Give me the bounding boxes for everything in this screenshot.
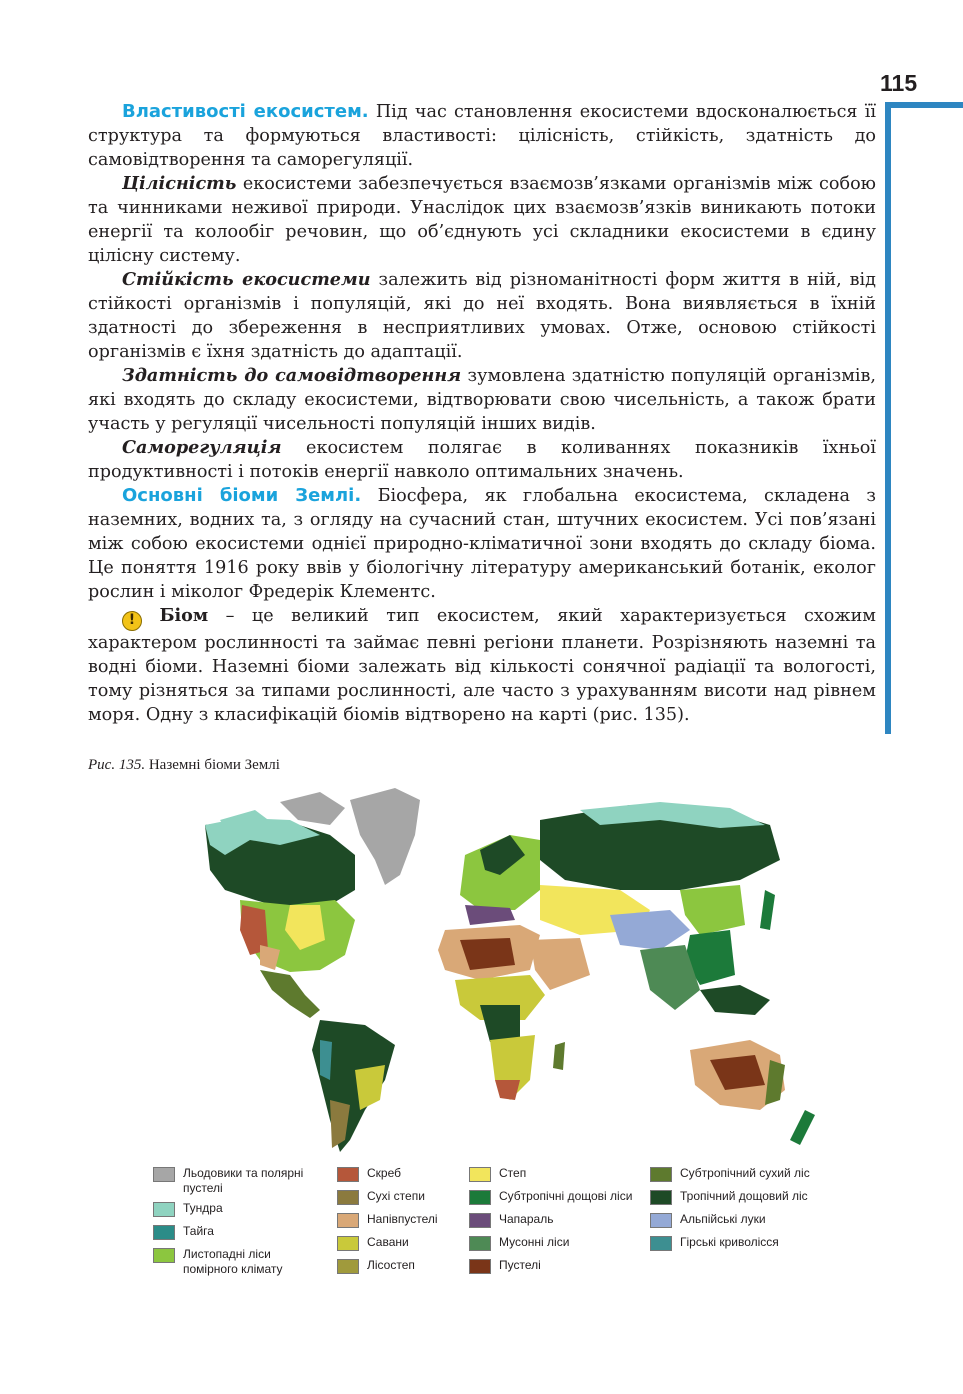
paragraph-text: Під час становлення екосистеми вдосконалюється її структура та формуються властивості: цілісність, стійкість, здатність до самовідтворення та саморегуляції.	[88, 102, 876, 170]
legend-item	[153, 1166, 328, 1196]
term-self-reproduction: Здатність до самовідтворення	[122, 365, 462, 386]
legend-column	[153, 1166, 328, 1282]
paragraph-text: залежить від різноманітності форм життя в ній, від стійкості організмів і популяцій, які до неї входять. Вона виявляється в їхній здатності до збереження в несприятливих умовах. Отже, основою стійкості організмів є їхня здатність до адаптації.	[88, 270, 877, 362]
legend-label: Мусонні ліси	[499, 1235, 570, 1249]
legend-item	[650, 1189, 830, 1207]
figure-caption	[88, 757, 280, 774]
legend-label: Сухі степи	[367, 1189, 425, 1203]
legend-swatch	[153, 1225, 175, 1240]
legend-label: Пустелі	[499, 1258, 541, 1272]
legend-column	[337, 1166, 477, 1281]
legend-swatch	[153, 1167, 175, 1182]
legend-swatch	[337, 1167, 359, 1182]
legend-label: Субтропічний сухий ліс	[680, 1166, 810, 1180]
legend-column	[469, 1166, 654, 1281]
legend-swatch	[650, 1236, 672, 1251]
legend-label: Чапараль	[499, 1212, 554, 1226]
legend-item	[650, 1166, 830, 1184]
legend-label: Лісостеп	[367, 1258, 415, 1272]
legend-item	[337, 1258, 477, 1276]
legend-column	[650, 1166, 830, 1258]
legend-swatch	[650, 1190, 672, 1205]
legend-label: Альпійські луки	[680, 1212, 766, 1226]
legend-label: Гірські криволісся	[680, 1235, 779, 1249]
page-edge-bar	[885, 102, 963, 108]
legend-swatch	[469, 1167, 491, 1182]
world-biomes-map	[180, 780, 820, 1160]
paragraph-text: екосистем полягає в коливаннях показників їхньої продуктивності і потоків енергії навколо оптимальних значень.	[88, 438, 876, 482]
legend-item	[469, 1258, 654, 1276]
body-text	[88, 100, 876, 727]
legend-label: Степ	[499, 1166, 527, 1180]
paragraph-integrity	[88, 172, 876, 268]
legend-item	[153, 1247, 328, 1277]
legend-item	[337, 1189, 477, 1207]
paragraph-text: екосистеми забезпечується взаємозв’язками організмів між собою та чинниками неживої природи. Унаслідок цих взаємозв’язків виникають потоки енергії та колообіг речовин, що об’єднують усі складники екосистеми в єдину цілісну систему.	[88, 174, 876, 266]
world-map-illustration	[180, 780, 820, 1160]
paragraph-biome-definition	[88, 604, 876, 727]
page-edge-bar-vertical	[885, 102, 891, 734]
legend-label: Скреб	[367, 1166, 402, 1180]
page-number: 115	[880, 70, 918, 96]
paragraph-properties	[88, 100, 876, 172]
legend-item	[650, 1235, 830, 1253]
legend-swatch	[469, 1236, 491, 1251]
legend-swatch	[337, 1190, 359, 1205]
attention-icon: !	[122, 611, 142, 631]
section-heading-biomes: Основні біоми Землі.	[122, 485, 362, 506]
legend-item	[153, 1224, 328, 1242]
term-biome: Біом	[159, 605, 209, 626]
legend-swatch	[469, 1259, 491, 1274]
legend-swatch	[469, 1190, 491, 1205]
legend-item	[469, 1166, 654, 1184]
legend-label: Льодовики та полярні пустелі	[183, 1166, 304, 1195]
legend-item	[337, 1166, 477, 1184]
legend-swatch	[650, 1213, 672, 1228]
legend-swatch	[650, 1167, 672, 1182]
legend-label: Напівпустелі	[367, 1212, 438, 1226]
legend-item	[469, 1235, 654, 1253]
legend-swatch	[153, 1248, 175, 1263]
legend-item	[650, 1212, 830, 1230]
paragraph-biomes	[88, 484, 876, 604]
legend-label: Тайга	[183, 1224, 214, 1238]
paragraph-text: зумовлена здатністю популяцій організмів, які входять до складу екосистеми, відтворювати свою чисельність, а також брати участь у регуляції чисельності популяцій інших видів.	[88, 366, 877, 434]
legend-swatch	[469, 1213, 491, 1228]
legend-label: Тундра	[183, 1201, 223, 1215]
term-stability: Стійкість екосистеми	[122, 269, 371, 290]
legend-swatch	[337, 1236, 359, 1251]
paragraph-self-regulation	[88, 436, 876, 484]
legend-swatch	[337, 1213, 359, 1228]
paragraph-text: – це великий тип екосистем, який характеризується схожим характером рослинності та займає певні регіони планети. Розрізняють наземні та водні біоми. Наземні біоми залежать від кількості сонячної радіації та вологості, тому різняться за типами рослинності, але часто з урахуванням висоти над рівнем моря. Одну з класифікацій біомів відтворено на карті (рис. 135).	[88, 606, 876, 725]
legend-item	[153, 1201, 328, 1219]
paragraph-self-reproduction	[88, 364, 876, 436]
legend-label: Савани	[367, 1235, 409, 1249]
legend-item	[469, 1189, 654, 1207]
section-heading-properties: Властивості екосистем.	[122, 101, 369, 122]
term-integrity: Цілісність	[122, 173, 237, 194]
term-self-regulation: Саморегуляція	[122, 437, 282, 458]
paragraph-text: Біосфера, як глобальна екосистема, складена з наземних, водних та, з огляду на сучасний стан, штучних екосистем. Усі пов’язані між собою екосистеми однієї природно-кліматичної зони входять до складу біома. Це поняття 1916 року ввів у біологічну літературу американський ботанік, еколог рослин і міколог Фредерік Клементс.	[88, 486, 877, 602]
legend-item	[337, 1235, 477, 1253]
figure-title: Наземні біоми Землі	[148, 757, 280, 773]
paragraph-stability	[88, 268, 876, 364]
legend-label: Субтропічні дощові ліси	[499, 1189, 633, 1203]
legend-swatch	[153, 1202, 175, 1217]
legend-label: Листопадні ліси помірного клімату	[183, 1247, 283, 1276]
legend-item	[337, 1212, 477, 1230]
legend-label: Тропічний дощовий ліс	[680, 1189, 808, 1203]
legend-item	[469, 1212, 654, 1230]
legend-swatch	[337, 1259, 359, 1274]
map-legend	[153, 1166, 833, 1296]
figure-number: Рис. 135.	[88, 757, 146, 773]
